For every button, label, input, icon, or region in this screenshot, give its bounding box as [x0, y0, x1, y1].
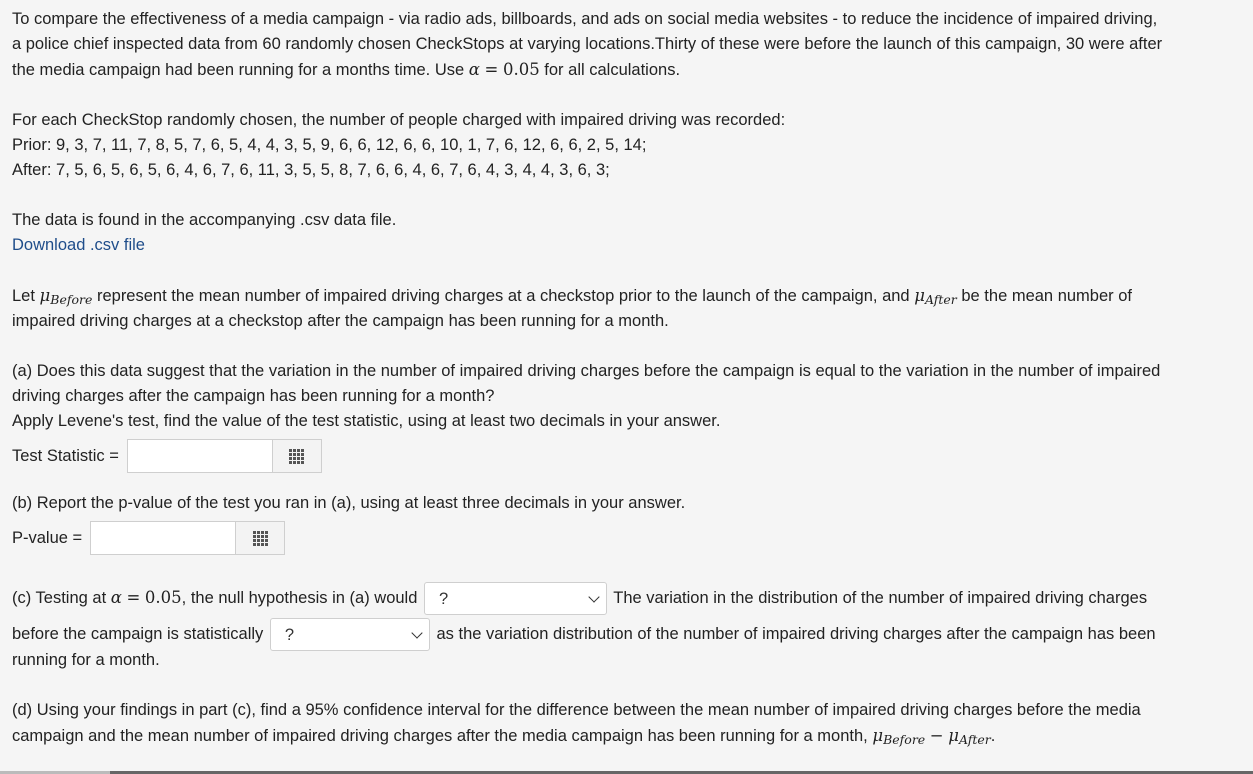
definition-line-1: Let μBefore represent the mean number of impaired driving charges at a checkstop prior to the launch of the campaign, and μAfter be the mean number of [12, 286, 1132, 307]
test-statistic-row [12, 438, 1241, 474]
prior-data: Prior: 9, 3, 7, 11, 7, 8, 5, 7, 6, 5, 4, 4, 3, 5, 9, 6, 6, 12, 6, 6, 10, 1, 7, 6, 12, 6, 6, 2, 5, 14; [12, 136, 647, 154]
after-data: After: 7, 5, 6, 5, 6, 5, 6, 4, 6, 7, 6, 11, 3, 5, 5, 8, 7, 6, 6, 4, 6, 7, 6, 4, 3, 4, 4, 3, 6, 3; [12, 161, 610, 179]
intro-line-2: a police chief inspected data from 60 randomly chosen CheckStops at varying locations.Thirty of these were before the launch of this campaign, 30 were after [12, 35, 1163, 53]
test-statistic-label: Test Statistic = [12, 446, 119, 465]
alpha-symbol: α [468, 60, 480, 79]
definition-line-2: impaired driving charges at a checkstop after the campaign has been running for a month. [12, 312, 669, 330]
null-hypothesis-decision-select[interactable]: ? [424, 582, 607, 615]
chevron-down-icon [588, 591, 599, 602]
part-c-line-3: running for a month. [12, 651, 160, 669]
file-note: The data is found in the accompanying .csv data file. [12, 211, 397, 229]
data-heading: For each CheckStop randomly chosen, the number of people charged with impaired driving was recorded: [12, 111, 786, 129]
test-statistic-answer-box [127, 439, 322, 473]
intro-line-1: To compare the effectiveness of a media campaign - via radio ads, billboards, and ads on social media websites - to reduce the incidence of impaired driving, [12, 10, 1158, 28]
p-value-label: P-value = [12, 528, 83, 547]
alpha-value: 0.05 [502, 60, 540, 79]
part-d-line-1: (d) Using your findings in part (c), find a 95% confidence interval for the difference between the mean number of impaired driving charges before the media [12, 701, 1141, 719]
part-a-line-2: driving charges after the campaign has been running for a month? [12, 387, 495, 405]
part-c-line-2: before the campaign is statistically ? as the variation distribution of the number of impaired driving charges after the campaign has been [12, 616, 1241, 652]
download-csv-link[interactable]: Download .csv file [12, 236, 145, 254]
part-a-line-1: (a) Does this data suggest that the variation in the number of impaired driving charges before the campaign is equal to the variation in the number of impaired [12, 362, 1161, 380]
part-c-line-1: (c) Testing at α = 0.05, the null hypothesis in (a) would ? The variation in the distribution of the number of impaired driving charges [12, 580, 1241, 616]
chevron-down-icon [411, 627, 422, 638]
statistical-conclusion-select[interactable]: ? [270, 618, 430, 651]
p-value-row [12, 520, 1241, 556]
test-statistic-input[interactable] [128, 440, 272, 472]
keypad-grid-icon [253, 531, 268, 546]
keypad-grid-icon [289, 449, 304, 464]
p-value-answer-box [90, 521, 285, 555]
intro-line-3: the media campaign had been running for a months time. Use α = 0.05 for all calculations. [12, 60, 681, 79]
part-a-line-3: Apply Levene's test, find the value of the test statistic, using at least two decimals in your answer. [12, 412, 721, 430]
part-b-line-1: (b) Report the p-value of the test you ran in (a), using at least three decimals in your answer. [12, 494, 686, 512]
math-keypad-button[interactable] [272, 440, 321, 472]
math-keypad-button-2[interactable] [235, 522, 284, 554]
p-value-input[interactable] [91, 522, 235, 554]
part-d-line-2: campaign and the mean number of impaired driving charges after the media campaign has been running for a month, μBefore − μAfter. [12, 726, 996, 747]
